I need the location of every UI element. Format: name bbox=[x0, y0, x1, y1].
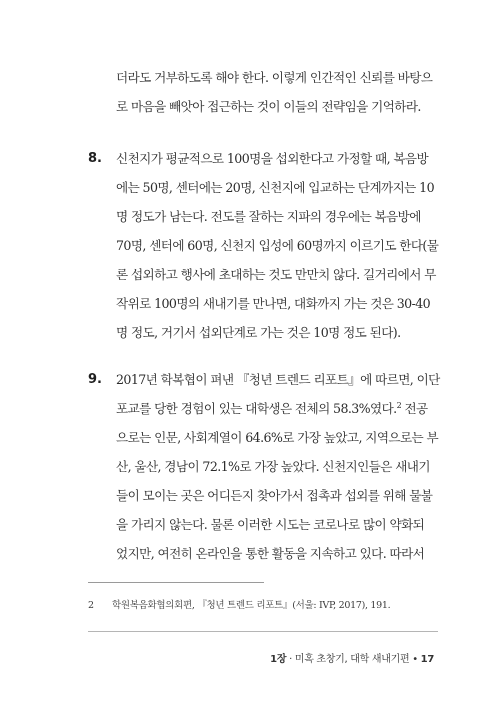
text-line: 론 섭외하고 행사에 초대하는 것도 만만치 않다. 길거리에서 무 bbox=[116, 267, 436, 282]
footnote-divider bbox=[88, 582, 264, 583]
footer-separator: · bbox=[286, 654, 295, 665]
text-line: 에는 50명, 센터에는 20명, 신천지에 입교하는 단계까지는 10 bbox=[116, 180, 434, 195]
footer-divider bbox=[88, 631, 438, 632]
footnote-number: 2 bbox=[88, 600, 94, 611]
text-line: 로 마음을 빼앗아 접근하는 것이 이들의 전략임을 기억하라. bbox=[116, 99, 421, 114]
item-number: 8. bbox=[88, 151, 102, 166]
text-line: 들이 모이는 곳은 어디든지 찾아가서 접촉과 섭외를 위해 물불 bbox=[116, 488, 433, 503]
text-line: 산, 울산, 경남이 72.1%로 가장 높았다. 신천지인들은 새내기 bbox=[116, 459, 430, 474]
text-line: 2017년 학복협이 펴낸 『청년 트렌드 리포트』에 따르면, 이단 bbox=[116, 372, 440, 387]
footer-chapter: 1장 bbox=[270, 654, 287, 665]
item-body bbox=[116, 144, 438, 347]
text-line: 더라도 거부하도록 해야 한다. 이렇게 인간적인 신뢰를 바탕으 bbox=[116, 70, 433, 85]
text-fragment: 전공 bbox=[401, 401, 428, 416]
footnote bbox=[88, 597, 390, 611]
text-line: 명 정도, 거기서 섭외단계로 가는 것은 10명 정도 된다). bbox=[116, 325, 401, 340]
text-line: 70명, 센터에 60명, 신천지 입성에 60명까지 이르기도 한다(물 bbox=[116, 238, 439, 253]
footnote-text: 학원복음화협의회편, 『청년 트렌드 리포트』(서울: IVP, 2017), 191. bbox=[112, 600, 391, 611]
running-footer bbox=[270, 650, 434, 665]
footnote-ref[interactable]: 2 bbox=[396, 400, 402, 410]
text-line: 을 가리지 않는다. 물론 이러한 시도는 코로나로 많이 약화되 bbox=[116, 517, 425, 532]
text-line: 었지만, 여전히 온라인을 통한 활동을 지속하고 있다. 따라서 bbox=[116, 546, 425, 561]
text-line: 명 정도가 남는다. 전도를 잘하는 지파의 경우에는 복음방에 bbox=[116, 209, 421, 224]
text-fragment: 포교를 당한 경험이 있는 대학생은 전체의 58.3%였다. bbox=[116, 401, 397, 416]
footer-bullet: • bbox=[409, 654, 421, 665]
intro-paragraph bbox=[116, 63, 436, 121]
text-line: 으로는 인문, 사회계열이 64.6%로 가장 높았고, 지역으로는 부 bbox=[116, 430, 439, 445]
page-number: 17 bbox=[420, 654, 434, 665]
text-line: 작위로 100명의 새내기를 만나면, 대화까지 가는 것은 30-40 bbox=[116, 296, 431, 311]
item-body bbox=[116, 365, 438, 568]
footer-title: 미혹 초창기, 대학 새내기편 bbox=[294, 654, 410, 665]
text-line: 신천지가 평균적으로 100명을 섭외한다고 가정할 때, 복음방 bbox=[116, 151, 429, 166]
item-number: 9. bbox=[88, 372, 102, 387]
text-line-with-footnote-ref bbox=[116, 394, 438, 423]
